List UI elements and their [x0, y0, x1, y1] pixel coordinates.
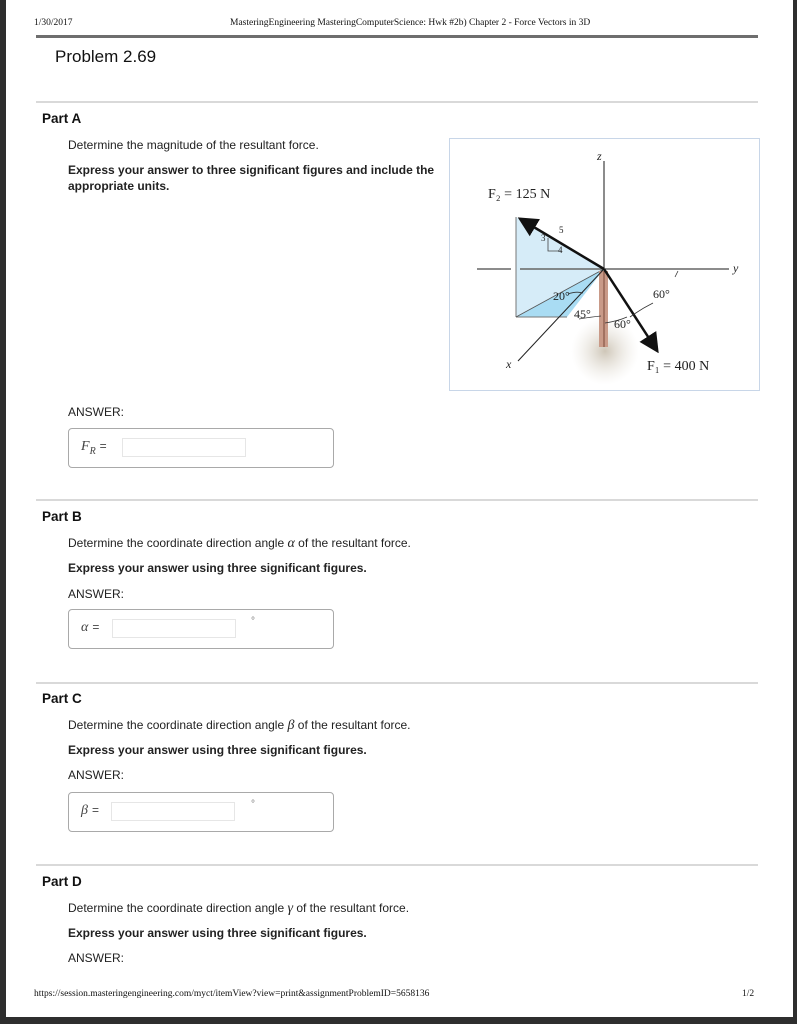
problem-title: Problem 2.69 [55, 47, 157, 66]
force-diagram-svg [450, 139, 759, 390]
part-b-instruction: Express your answer using three significant figures. [68, 561, 367, 575]
x-axis-label: x [506, 357, 512, 371]
part-a-answer-box [68, 428, 334, 468]
degree-unit: ° [251, 616, 255, 627]
part-d-question: Determine the coordinate direction angle γ of the resultant force. [68, 901, 410, 916]
degree-unit: ° [251, 799, 255, 810]
part-b-answer-label: ANSWER: [68, 587, 125, 601]
part-b-label: Part B [42, 509, 82, 524]
fr-symbol: $F_R$ = [81, 439, 107, 457]
angle-60-upper-label: 60° [653, 287, 670, 301]
alpha-angle-input[interactable] [112, 619, 236, 638]
part-b-answer-box [68, 609, 334, 649]
part-c-answer-label: ANSWER: [68, 768, 125, 782]
angle-45-label: 45° [574, 307, 591, 321]
beta-angle-input[interactable] [111, 802, 235, 821]
beta-symbol: β [287, 718, 295, 733]
slope-run: 4 [558, 245, 563, 255]
part-a-divider [36, 101, 758, 103]
alpha-answer-symbol: α = [81, 620, 100, 635]
gamma-symbol: γ [287, 901, 293, 916]
alpha-symbol: α [287, 536, 295, 551]
print-header-title: MasteringEngineering MasteringComputerScience: Hwk #2b) Chapter 2 - Force Vectors in 3D [230, 18, 591, 28]
part-c-label: Part C [42, 691, 82, 706]
part-a-instruction: Express your answer to three significant figures and include the appropriate units. [68, 163, 435, 193]
f1-label: F₁ = 400 N [647, 359, 710, 374]
f2-label: F₂ = 125 N [488, 187, 551, 202]
part-c-divider [36, 682, 758, 684]
slope-rise: 3 [541, 233, 546, 243]
angle-20-label: 20° [553, 289, 570, 303]
z-axis-label: z [597, 149, 602, 163]
slope-hyp: 5 [559, 225, 564, 235]
part-d-answer-label: ANSWER: [68, 951, 125, 965]
resultant-magnitude-input[interactable] [122, 438, 246, 457]
print-footer-url: https://session.masteringengineering.com/myct/itemView?view=print&assignmentProblemID=5658136 [34, 989, 430, 999]
header-divider [36, 35, 758, 38]
force-vector-figure [449, 138, 760, 391]
part-c-answer-box [68, 792, 334, 832]
part-c-instruction: Express your answer using three significant figures. [68, 743, 367, 757]
page-number: 1/2 [742, 989, 755, 999]
angle-60-lower-label: 60° [614, 317, 631, 331]
print-date: 1/30/2017 [34, 18, 73, 28]
part-a-label: Part A [42, 111, 82, 126]
part-b-divider [36, 499, 758, 501]
beta-answer-symbol: β = [81, 803, 99, 818]
part-d-label: Part D [42, 874, 82, 889]
part-a-question: Determine the magnitude of the resultant force. [68, 138, 319, 152]
part-c-question: Determine the coordinate direction angle β of the resultant force. [68, 718, 411, 733]
part-b-question: Determine the coordinate direction angle α of the resultant force. [68, 536, 411, 551]
y-axis-label: y [733, 261, 739, 275]
part-d-divider [36, 864, 758, 866]
part-d-instruction: Express your answer using three significant figures. [68, 926, 367, 940]
part-a-answer-label: ANSWER: [68, 405, 125, 419]
